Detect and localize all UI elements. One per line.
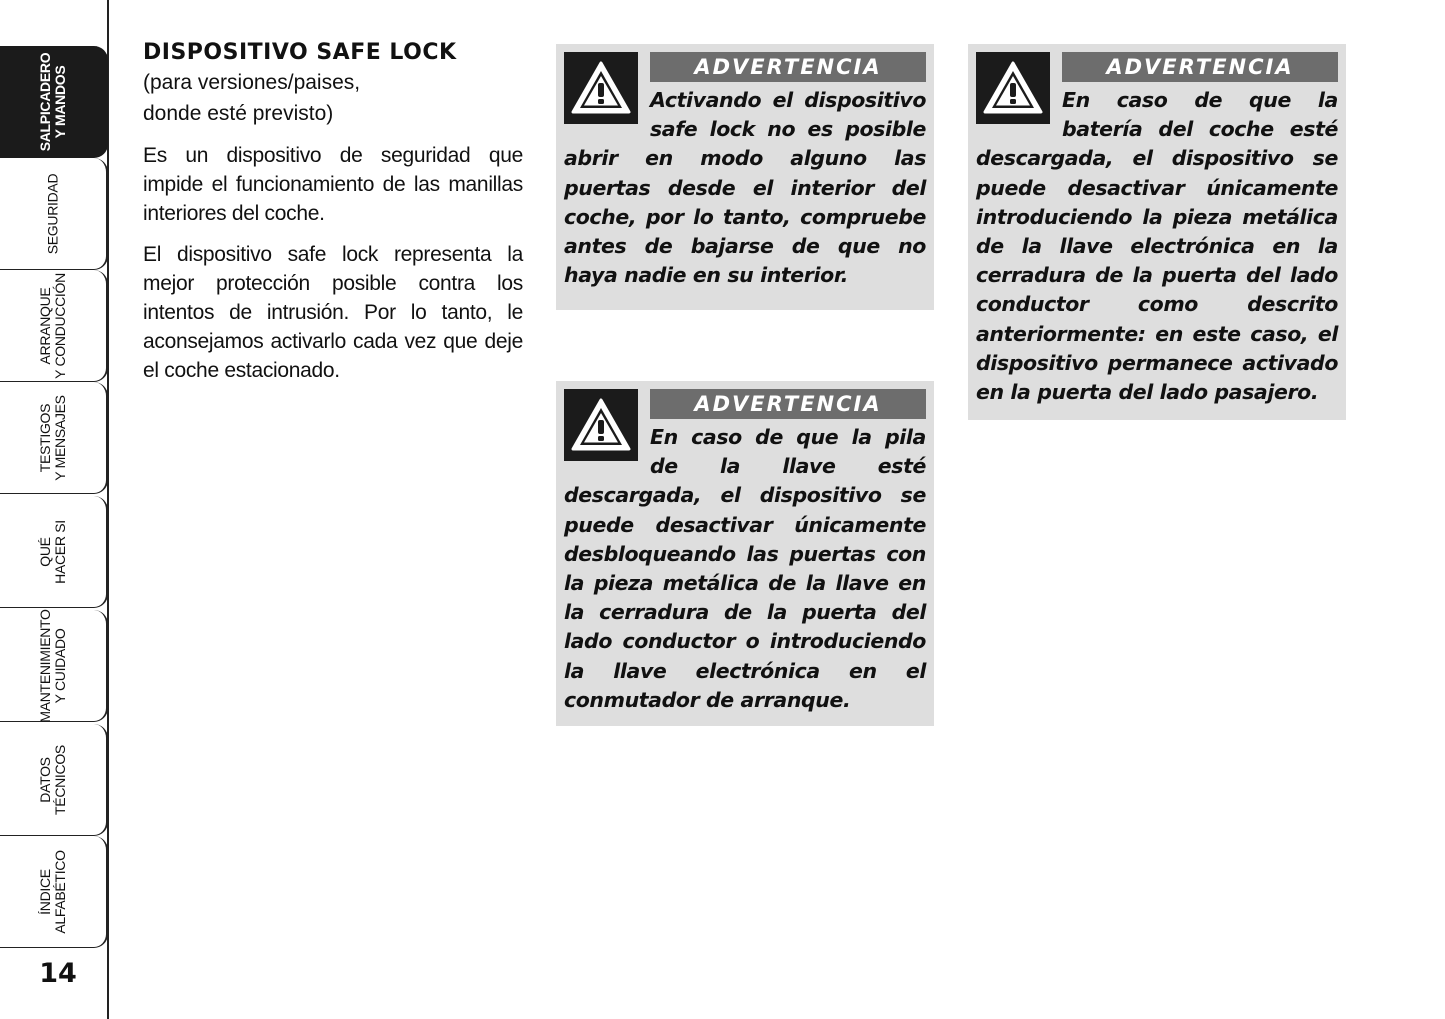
tab-indice[interactable] <box>0 836 108 948</box>
tab-datos-tecnicos[interactable] <box>0 724 108 836</box>
section-subtitle: (para versiones/paises, donde esté previsto) <box>143 71 361 125</box>
tab-testigos[interactable] <box>0 382 108 494</box>
tab-seguridad[interactable] <box>0 158 108 270</box>
warning-title: ADVERTENCIA <box>650 52 926 82</box>
warning-triangle-icon <box>564 52 638 124</box>
warning-box <box>556 44 934 310</box>
tab-label: SALPICADERO Y MANDOS <box>37 52 68 151</box>
warning-title: ADVERTENCIA <box>1062 52 1338 82</box>
warning-triangle-icon <box>564 389 638 461</box>
tab-label: SEGURIDAD <box>44 173 61 254</box>
section-title: DISPOSITIVO SAFE LOCK <box>143 40 457 65</box>
paragraph: El dispositivo safe lock representa la mejor protección posible contra los intentos de intrusión. Por lo tanto, le aconsejamos activarlo cada vez que deje el coche estacionado. <box>143 243 523 382</box>
tab-label: MANTENIMIENTO Y CUIDADO <box>37 608 68 723</box>
tab-label: QUÉ HACER SI <box>37 519 68 584</box>
safe-lock-section <box>143 40 523 385</box>
chapter-tabs <box>0 0 110 1019</box>
tab-que-hacer-si[interactable] <box>0 496 108 608</box>
tab-label: TESTIGOS Y MENSAJES <box>37 394 68 481</box>
tab-arranque[interactable] <box>0 270 108 382</box>
warning-box <box>556 381 934 726</box>
paragraph: Es un dispositivo de seguridad que impide el funcionamiento de las manillas interiores del coche. <box>143 144 523 225</box>
warning-text: Activando el dispositivo safe lock no es posible abrir en modo alguno las puertas desde el interior del coche, por lo tanto, compruebe antes de bajarse de que no haya nadie en su interior. <box>564 88 926 288</box>
warning-text: En caso de que la batería del coche esté descargada, el dispositivo se puede desactivar únicamente introduciendo la pieza metálica de la llave electrónica en la cerradura de la puerta del lado conductor como descrito anteriormente: en este caso, el dispositivo permanece activado en la puerta del lado pasajero. <box>976 88 1338 405</box>
warning-title: ADVERTENCIA <box>650 389 926 419</box>
warning-box <box>968 44 1346 420</box>
tab-salpicadero[interactable] <box>0 46 108 158</box>
tab-mantenimiento[interactable] <box>0 610 108 722</box>
page-number: 14 <box>39 958 77 989</box>
tab-label: ÍNDICE ALFABÉTICO <box>37 849 68 934</box>
warning-text: En caso de que la pila de la llave esté descargada, el dispositivo se puede desactivar únicamente desbloqueando las puertas con la pieza metálica de la llave en la cerradura de la puerta del lado conductor o introduciendo la llave electrónica en el conmutador de arranque. <box>564 425 926 712</box>
tab-label: ARRANQUE Y CONDUCCIÓN <box>37 272 68 379</box>
tab-label: DATOS TÉCNICOS <box>37 744 68 815</box>
warning-triangle-icon <box>976 52 1050 124</box>
